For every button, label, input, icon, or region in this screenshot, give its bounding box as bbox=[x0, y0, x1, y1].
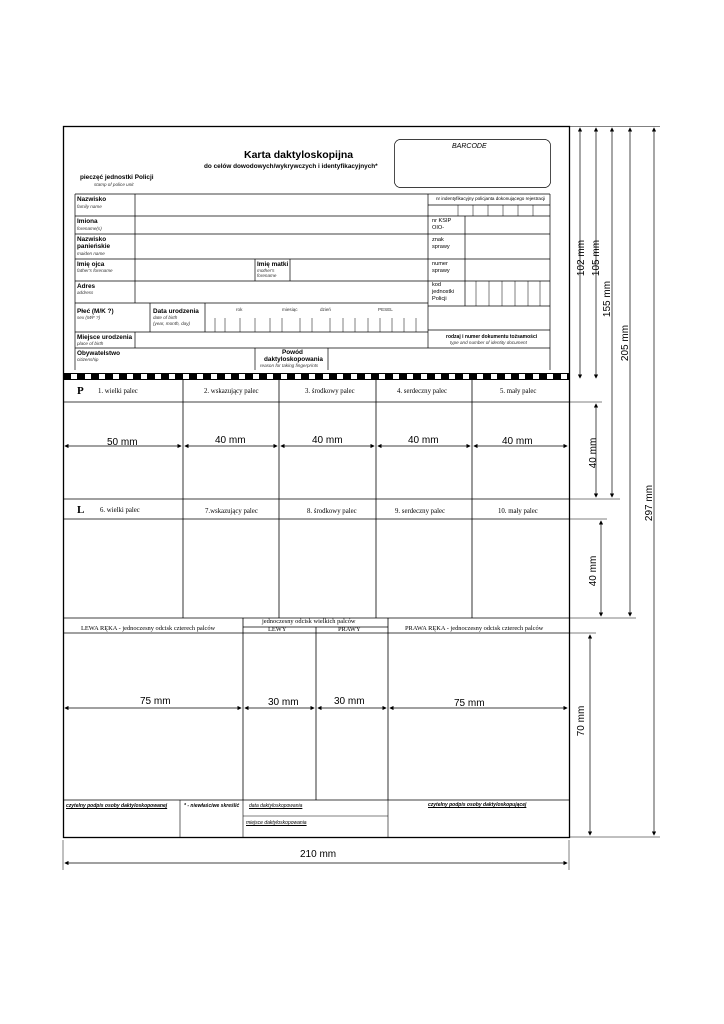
numer-label-1: numer bbox=[432, 261, 448, 267]
finger-box-9[interactable] bbox=[377, 520, 471, 617]
finger-label-6: 6. wielki palec bbox=[100, 507, 140, 514]
finger-label-10: 10. mały palec bbox=[498, 508, 538, 515]
place-field[interactable] bbox=[310, 817, 387, 836]
znak-label-2: sprawy bbox=[432, 244, 450, 250]
dob-year-label: rok bbox=[236, 307, 243, 312]
finger-box-6[interactable] bbox=[64, 520, 182, 617]
surname-field[interactable] bbox=[136, 195, 427, 215]
officer-signature-field[interactable] bbox=[389, 812, 568, 836]
finger-box-3[interactable] bbox=[280, 403, 375, 498]
officer-signature-label: czytelny podpis osoby daktyloskopującej bbox=[428, 802, 527, 808]
ksip-field[interactable] bbox=[466, 217, 549, 233]
left-thumb-box[interactable] bbox=[244, 634, 315, 799]
pesel-label: PESEL bbox=[378, 307, 393, 312]
znak-label-1: znak bbox=[432, 237, 444, 243]
reason-label-1: Powód bbox=[282, 349, 303, 356]
width-40mm-d: 40 mm bbox=[502, 436, 533, 447]
right-thumb-box[interactable] bbox=[317, 634, 387, 799]
finger-label-8: 8. środkowy palec bbox=[307, 508, 357, 515]
identity-doc-sub: type and number of identity document bbox=[450, 340, 527, 345]
finger-box-5[interactable] bbox=[473, 403, 568, 498]
finger-label-4: 4. serdeczny palec bbox=[397, 388, 448, 395]
case-sign-field[interactable] bbox=[466, 235, 549, 258]
separator-strip bbox=[63, 373, 569, 380]
names-field[interactable] bbox=[136, 217, 427, 233]
left-four-box[interactable] bbox=[64, 634, 242, 799]
width-75mm-right: 75 mm bbox=[454, 698, 485, 709]
address-field[interactable] bbox=[136, 282, 427, 302]
dob-sub-1: date of birth bbox=[153, 315, 178, 320]
date-field[interactable] bbox=[310, 801, 387, 815]
names-sub: forename(s) bbox=[77, 226, 102, 231]
mother-label: Imię matki bbox=[257, 261, 289, 268]
card-title: Karta daktyloskopijna bbox=[244, 149, 354, 161]
barcode-label: BARCODE bbox=[452, 143, 487, 150]
ksip-label-2: OIO- bbox=[432, 225, 445, 231]
identity-doc-field[interactable] bbox=[429, 307, 549, 329]
width-40mm-b: 40 mm bbox=[312, 435, 343, 446]
names-label: Imiona bbox=[77, 218, 98, 225]
left-hand-letter: L bbox=[77, 504, 85, 516]
kod-label-3: Policji bbox=[432, 296, 447, 302]
dob-label: Data urodzenia bbox=[153, 308, 199, 315]
citizenship-sub: citizenship bbox=[77, 357, 99, 362]
dim-105mm: 105 mm bbox=[591, 239, 602, 277]
finger-label-9: 9. serdeczny palec bbox=[395, 508, 446, 515]
numer-label-2: sprawy bbox=[432, 268, 450, 274]
sex-sub: sex (M/F ?) bbox=[77, 315, 101, 320]
finger-label-7: 7.wskazujący palec bbox=[205, 508, 258, 515]
dob-sub-2: (year, month, day) bbox=[153, 321, 191, 326]
width-30mm-left: 30 mm bbox=[268, 697, 299, 708]
width-40mm-a: 40 mm bbox=[215, 435, 246, 446]
dob-month-label: miesiąc bbox=[282, 307, 298, 312]
father-label: Imię ojca bbox=[77, 261, 105, 268]
thumbs-label: jednoczesny odcisk wielkich palców bbox=[262, 618, 356, 625]
maiden-label-1: Nazwisko bbox=[77, 236, 107, 243]
mother-sub-1: mother's bbox=[257, 268, 275, 273]
identity-doc-label: rodzaj i numer dokumentu tożsamości bbox=[446, 334, 538, 340]
kod-label-2: jednostki bbox=[432, 289, 455, 295]
right-four-label: PRAWA RĘKA - jednoczesny odcisk czterech palców bbox=[405, 625, 544, 632]
dob-day-label: dzień bbox=[320, 307, 331, 312]
police-stamp-sub: stamp of police unit bbox=[94, 182, 134, 187]
reason-field[interactable] bbox=[329, 349, 549, 369]
finger-box-8[interactable] bbox=[280, 520, 375, 617]
ksip-label-1: nr KSIP bbox=[432, 218, 452, 224]
reason-label-2: daktyloskopowania bbox=[264, 356, 323, 363]
finger-label-3: 3. środkowy palec bbox=[305, 388, 355, 395]
unit-code-field[interactable] bbox=[466, 282, 549, 305]
left-four-label: LEWA RĘKA - jednoczesny odcisk czterech palców bbox=[81, 625, 216, 632]
person-signature-field[interactable] bbox=[64, 812, 179, 836]
dim-205mm: 205 mm bbox=[620, 324, 631, 362]
police-stamp-label: pieczęć jednostki Policji bbox=[80, 174, 154, 181]
address-label: Adres bbox=[77, 283, 96, 290]
father-field[interactable] bbox=[136, 260, 254, 280]
date-label: data daktyloskopowania bbox=[249, 803, 303, 809]
citizenship-label: Obywatelstwo bbox=[77, 350, 120, 357]
surname-sub: family name bbox=[77, 204, 102, 209]
dim-297mm: 297 mm bbox=[644, 484, 655, 522]
maiden-label-2: panieńskie bbox=[77, 243, 111, 250]
dim-102mm: 102 mm bbox=[576, 239, 587, 277]
finger-box-10[interactable] bbox=[473, 520, 568, 617]
right-thumb-label: PRAWY bbox=[338, 626, 361, 633]
dim-70mm: 70 mm bbox=[576, 705, 587, 737]
pob-sub: place of birth bbox=[77, 341, 104, 346]
reason-sub: reason for taking fingerprints bbox=[260, 363, 319, 368]
pob-field[interactable] bbox=[136, 333, 427, 347]
address-sub: address bbox=[77, 290, 94, 295]
officer-id-field[interactable] bbox=[429, 206, 549, 215]
kod-label-1: kod bbox=[432, 282, 442, 288]
maiden-name-field[interactable] bbox=[136, 235, 427, 258]
officer-id-label: nr indentyfikacyjny policjanta dokonującego rejestracji bbox=[436, 196, 546, 201]
finger-label-2: 2. wskazujący palec bbox=[204, 388, 259, 395]
finger-box-2[interactable] bbox=[184, 403, 278, 498]
dim-210mm: 210 mm bbox=[300, 849, 337, 860]
finger-label-1: 1. wielki palec bbox=[98, 388, 138, 395]
place-label: miejsce daktyloskopowania bbox=[246, 820, 307, 826]
right-hand-letter: P bbox=[77, 385, 84, 397]
mother-sub-2: forename bbox=[257, 273, 277, 278]
width-50mm: 50 mm bbox=[107, 437, 138, 448]
finger-box-7[interactable] bbox=[184, 520, 278, 617]
case-number-field[interactable] bbox=[466, 260, 549, 280]
finger-label-5: 5. mały palec bbox=[500, 388, 537, 395]
mother-field[interactable] bbox=[291, 260, 427, 280]
father-sub: father's forename bbox=[77, 268, 113, 273]
dob-pesel-field[interactable] bbox=[206, 318, 427, 331]
finger-box-1[interactable] bbox=[64, 403, 182, 498]
surname-label: Nazwisko bbox=[77, 196, 107, 203]
card-subtitle: do celów dowodowych/wykrywczych i identyfikacyjnych* bbox=[204, 163, 378, 170]
width-40mm-c: 40 mm bbox=[408, 435, 439, 446]
left-thumb-label: LEWY bbox=[268, 626, 287, 633]
person-signature-label: czytelny podpis osoby daktyloskopowanej bbox=[66, 803, 168, 809]
pob-label: Miejsce urodzenia bbox=[77, 334, 133, 341]
strike-note: * - niewłaściwe skreślić bbox=[184, 803, 240, 809]
sex-label: Płeć (M/K ?) bbox=[77, 308, 114, 315]
width-30mm-right: 30 mm bbox=[334, 696, 365, 707]
finger-box-4[interactable] bbox=[377, 403, 471, 498]
maiden-sub: maiden name bbox=[77, 251, 105, 256]
citizenship-field[interactable] bbox=[136, 349, 254, 369]
dim-155mm: 155 mm bbox=[602, 280, 613, 318]
width-75mm-left: 75 mm bbox=[140, 696, 171, 707]
right-four-box[interactable] bbox=[389, 634, 568, 799]
dim-40mm-left: 40 mm bbox=[588, 555, 599, 587]
dim-40mm-right: 40 mm bbox=[588, 437, 599, 469]
